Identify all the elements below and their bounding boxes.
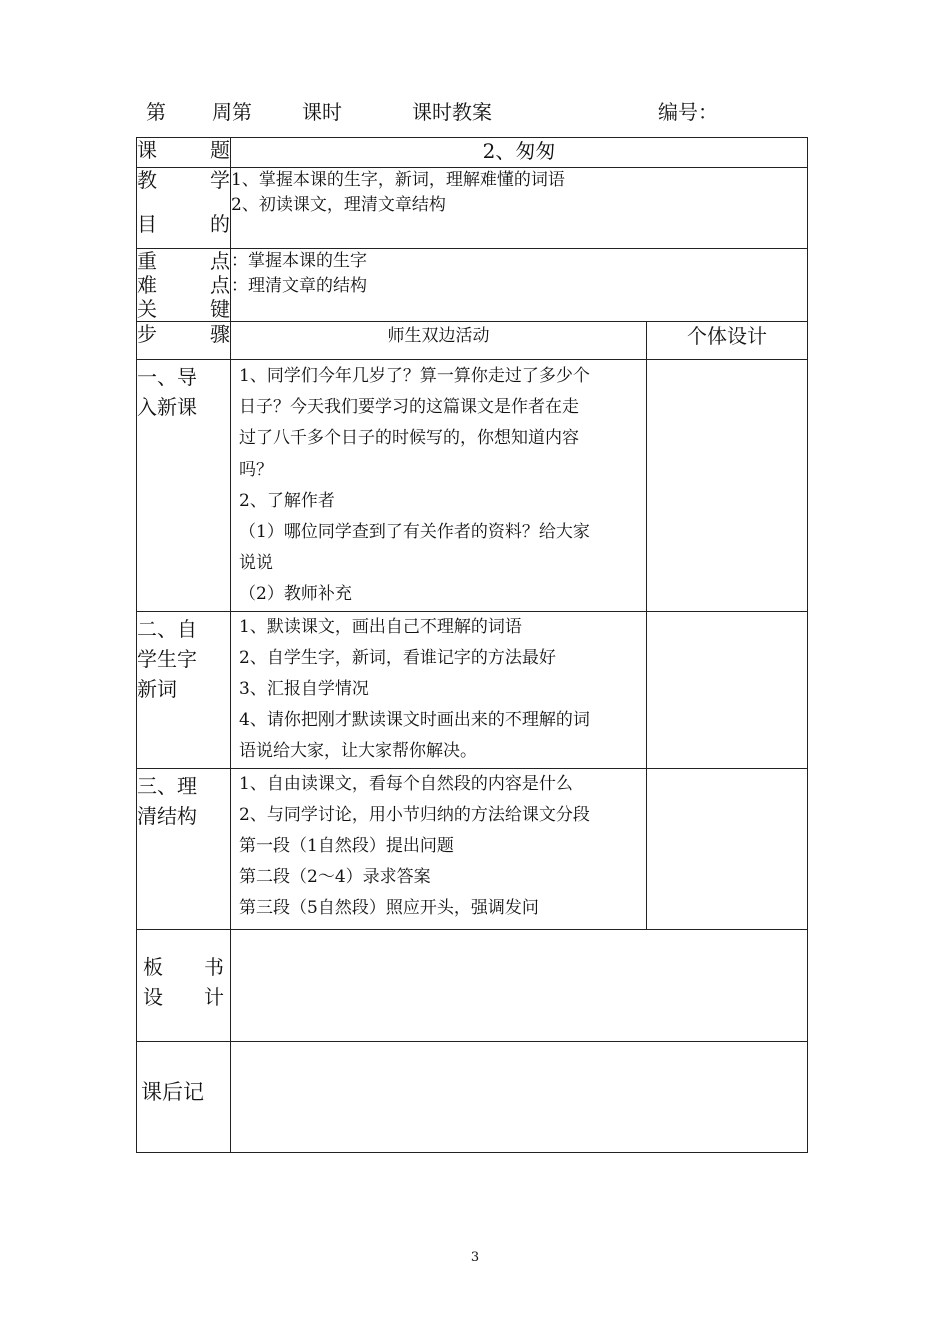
activity-line: （2）教师补充 [239, 584, 352, 605]
afterclass-row [137, 1041, 808, 1152]
step-design [647, 360, 808, 612]
step-activity [231, 611, 647, 768]
step-column-header: 步 骤 [137, 322, 231, 360]
step-label: 三、理 清结构 [137, 768, 231, 929]
activity-line: 4、请你把刚才默读课文时画出来的不理解的词 [239, 710, 590, 731]
board-design-row [137, 929, 808, 1041]
page-header [0, 96, 950, 122]
page-number: 3 [470, 1250, 480, 1265]
column-header-row [137, 322, 808, 360]
afterclass-label: 课后记 [137, 1041, 231, 1152]
step-label: 一、导 入新课 [137, 360, 231, 612]
activity-line: 第三段（5自然段）照应开头，强调发问 [239, 898, 539, 919]
lesson-hour: 课时 [302, 100, 342, 124]
lesson-title: 2、匆匆 [231, 138, 808, 168]
objectives-content [231, 168, 808, 249]
activity-line: 第一段（1自然段）提出问题 [239, 836, 454, 857]
board-design-label: 板 书 设 计 [137, 929, 231, 1041]
activity-line: 1、默读课文，画出自己不理解的词语 [239, 616, 522, 637]
keypoints-label: 重 点 难 点 关 键 [137, 249, 230, 321]
objectives-row [137, 168, 808, 249]
step-row-structure [137, 768, 808, 929]
activity-line: 3、汇报自学情况 [239, 679, 369, 700]
board-design-content [231, 929, 808, 1041]
activity-line: 第二段（2～4）录求答案 [239, 867, 431, 888]
lesson-plan-title: 课时教案 [412, 100, 492, 124]
activity-line: 1、同学们今年几岁了？算一算你走过了多少个 [239, 366, 590, 386]
step-label: 二、自 学生字 新词 [137, 611, 231, 768]
step-design [647, 611, 808, 768]
activity-column-header: 师生双边活动 [231, 322, 647, 360]
afterclass-content [231, 1041, 808, 1152]
topic-row [137, 138, 808, 168]
activity-line: 日子？今天我们要学习的这篇课文是作者在走 [239, 397, 579, 418]
step-row-self-study [137, 611, 808, 768]
step-activity [231, 768, 647, 929]
activity-line: 语说给大家，让大家帮你解决。 [239, 741, 477, 762]
topic-label: 课 题 [137, 138, 231, 168]
activity-line: 2、自学生字，新词，看谁记字的方法最好 [239, 647, 556, 668]
number-label: 编号： [658, 100, 718, 124]
activity-line: 说说 [239, 553, 273, 574]
keypoint-item: ：理清文章的结构 [231, 276, 367, 296]
keypoint-item: ：掌握本课的生字 [231, 251, 367, 271]
week-suffix: 周第 [212, 100, 252, 124]
objectives-label: 教 学 目 的 [137, 168, 231, 249]
design-column-header: 个体设计 [647, 322, 808, 360]
lesson-plan-table [136, 137, 808, 1153]
objective-item: 2、初读课文，理清文章结构 [231, 195, 446, 215]
objective-item: 1、掌握本课的生字，新词，理解难懂的词语 [231, 170, 565, 190]
week-prefix: 第 [146, 100, 166, 124]
step-row-intro [137, 360, 808, 612]
step-activity [231, 360, 647, 612]
step-design [647, 768, 808, 929]
keypoints-content [231, 249, 808, 322]
activity-line: 吗？ [239, 459, 273, 480]
activity-line: 过了八千多个日子的时候写的，你想知道内容 [239, 428, 579, 449]
keypoints-row [137, 249, 808, 322]
activity-line: （1）哪位同学查到了有关作者的资料？给大家 [239, 522, 590, 543]
activity-line: 1、自由读课文，看每个自然段的内容是什么 [239, 773, 573, 794]
activity-line: 2、与同学讨论，用小节归纳的方法给课文分段 [239, 804, 590, 825]
activity-line: 2、了解作者 [239, 490, 335, 511]
